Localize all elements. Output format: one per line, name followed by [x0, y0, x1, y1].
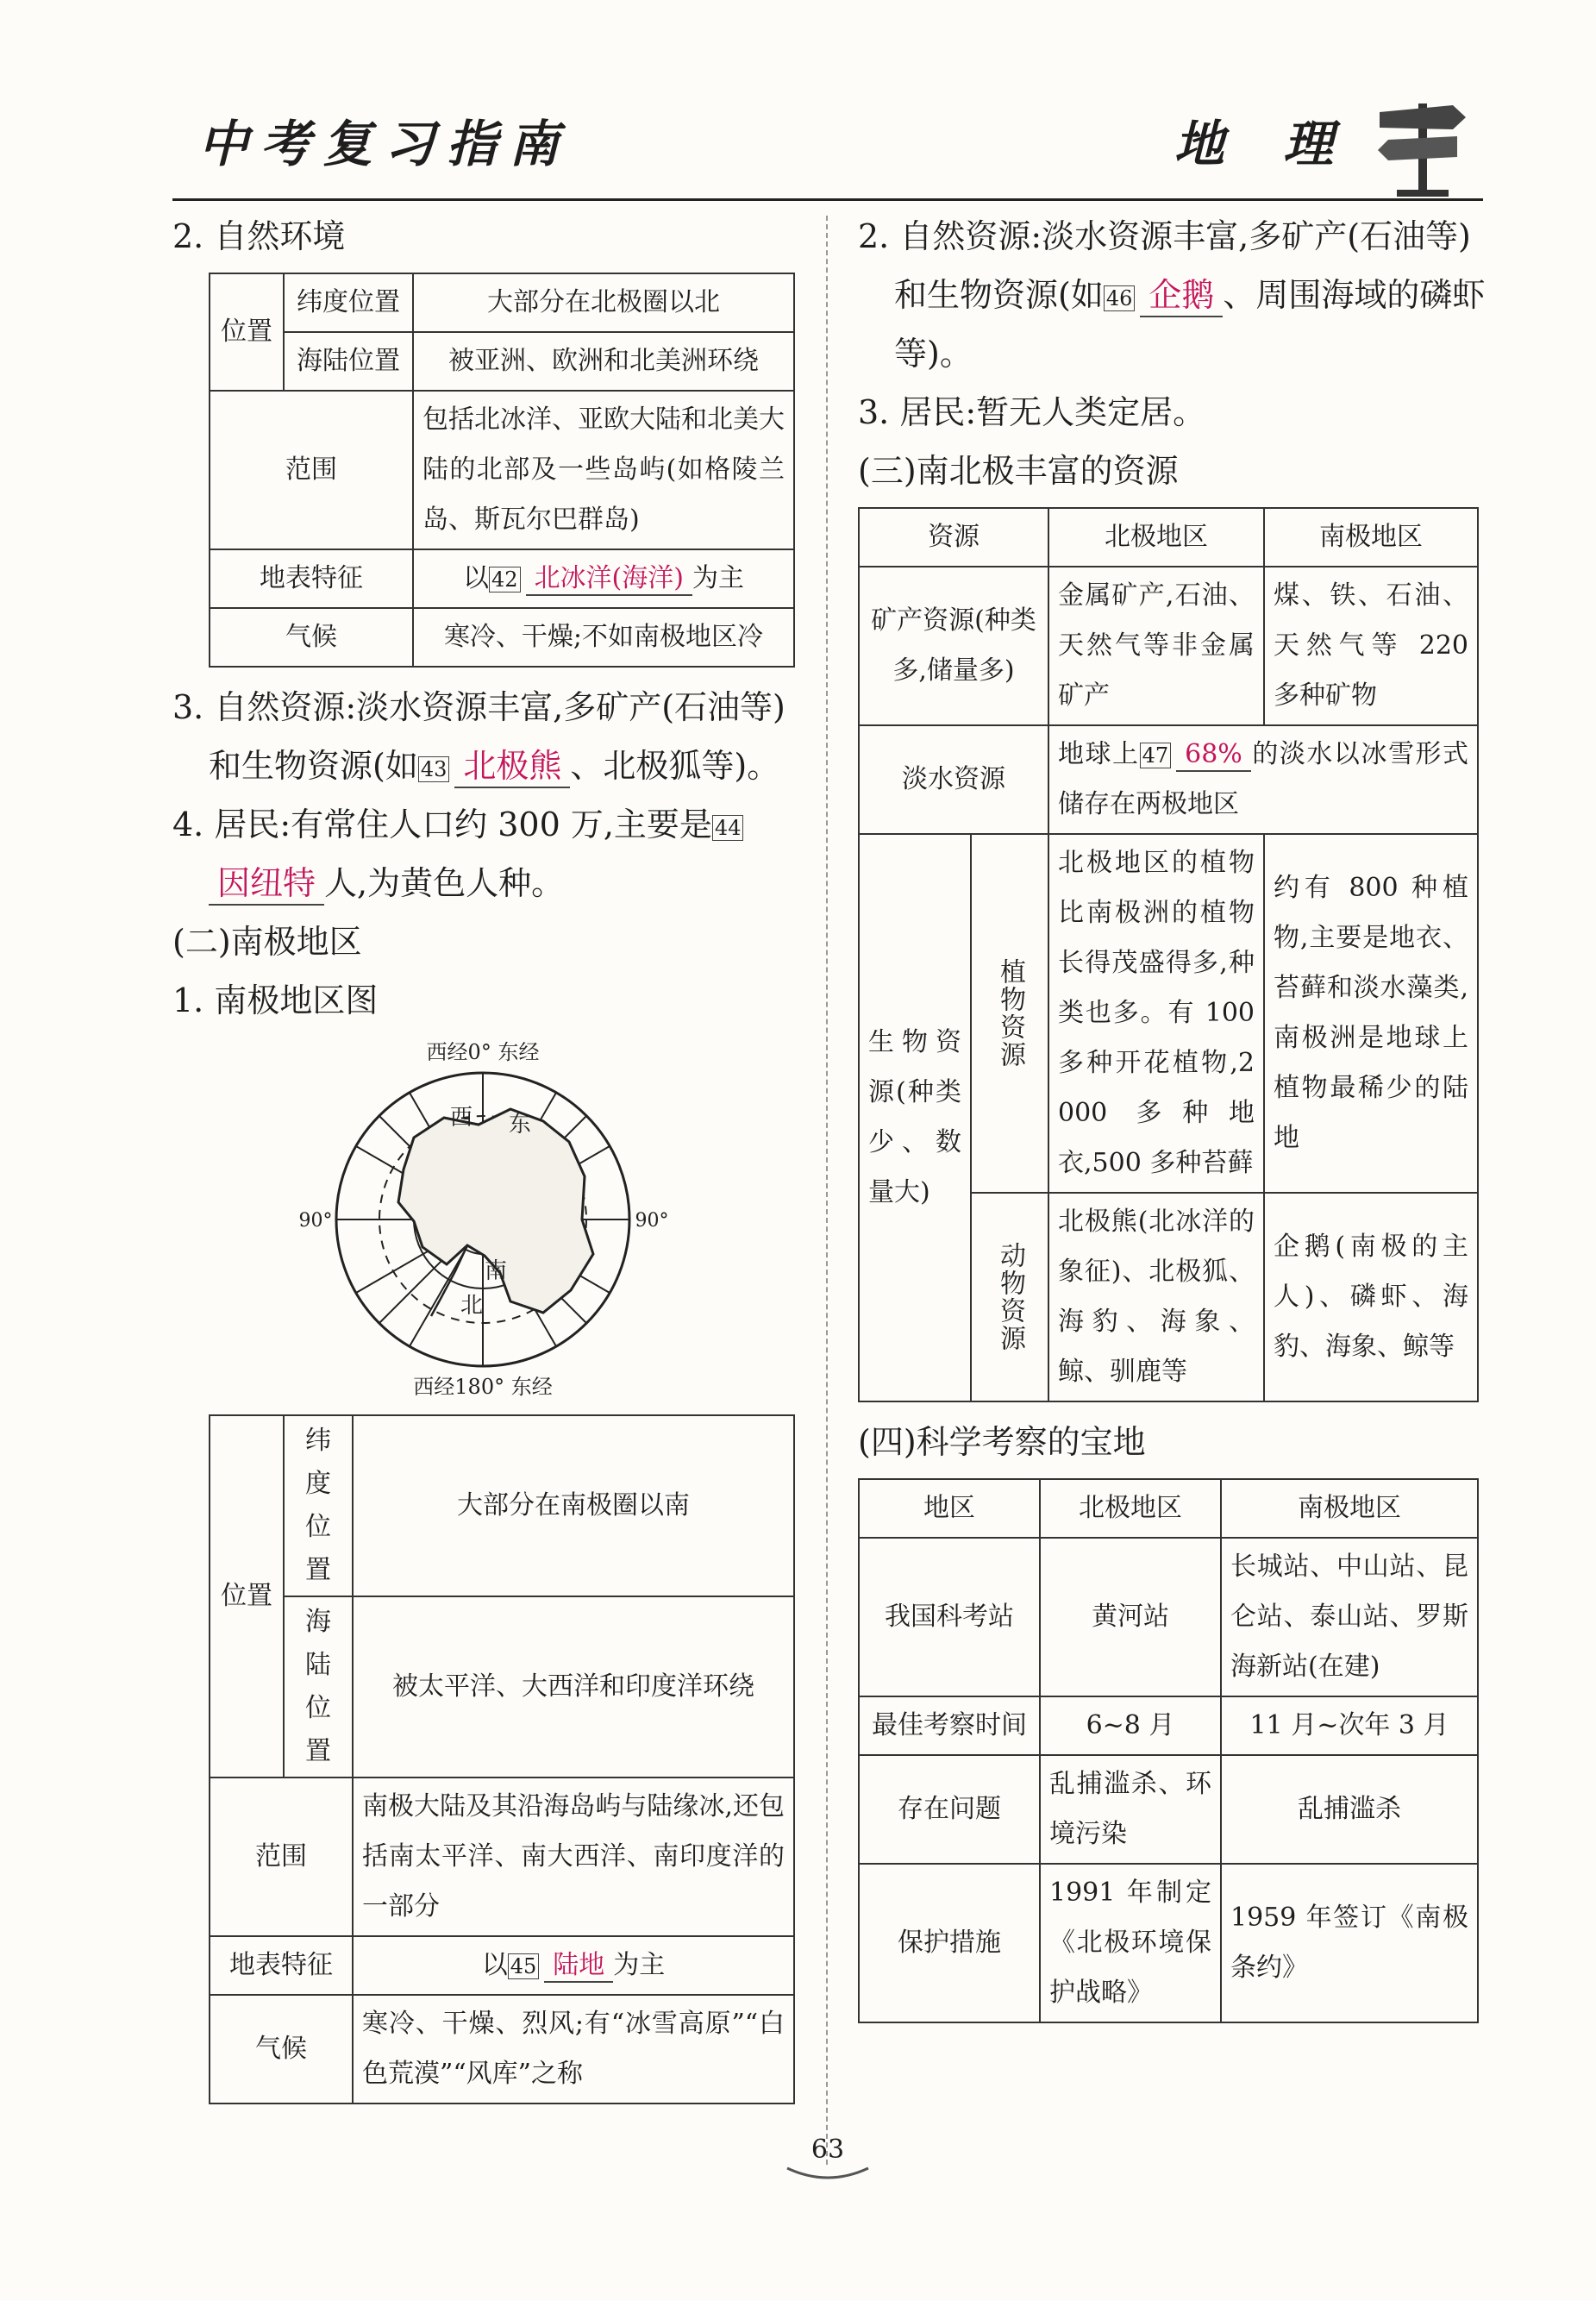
antarctic-map	[172, 1038, 793, 1404]
antarctic-heading: (二)南极地区	[172, 923, 362, 961]
antarctic-surface-label: 地表特征	[210, 1936, 353, 1995]
arctic-scope-label: 范围	[210, 391, 413, 549]
arctic-lat-value: 大部分在北极圈以北	[413, 273, 794, 332]
arctic-climate-value: 寒冷、干燥;不如南极地区冷	[413, 608, 794, 667]
mineral-arctic: 金属矿产,石油、天然气等非金属矿产	[1048, 567, 1264, 725]
plant-antarctic: 约有 800 种植物,主要是地衣、苔藓和淡水藻类,南极洲是地球上植物最稀少的陆地	[1264, 834, 1478, 1193]
answer-number-44: 44	[712, 815, 744, 841]
answer-45: 陆地	[544, 1950, 613, 1983]
arctic-scope-value: 包括北冰洋、亚欧大陆和北美大陆的北部及一些岛屿(如格陵兰岛、斯瓦尔巴群岛)	[413, 391, 794, 549]
plant-arctic: 北极地区的植物比南极洲的植物长得茂盛得多,种类也多。有 100 多种开花植物,2 000 多种地衣,500 多种苔藓	[1048, 834, 1264, 1193]
antarctic-map-figure	[285, 1038, 681, 1401]
page-number-swoosh-icon	[780, 2165, 875, 2182]
antarctic-sea-value: 被太平洋、大西洋和印度洋环绕	[353, 1596, 794, 1777]
protect-antarctic: 1959 年签订《南极条约》	[1221, 1864, 1478, 2022]
arctic-surface-pre: 以	[463, 563, 490, 593]
antarctic-lat-value: 大部分在南极圈以南	[353, 1415, 794, 1596]
res4-post: 人,为黄色人种。	[324, 864, 565, 902]
protect-arctic: 1991 年制定《北极环境保护战略》	[1040, 1864, 1221, 2022]
res2-pre: 2. 自然资源:淡水资源丰富,多矿产(石油等)和生物资源(如	[858, 217, 1471, 314]
antarctic-surface-value	[353, 1936, 794, 1995]
antarctic-env-table	[209, 1414, 795, 2104]
antarctic-resources-para	[858, 207, 1487, 383]
bio-label: 生物资源(种类少、数量大)	[859, 834, 971, 1401]
water-value	[1048, 725, 1478, 834]
antarctic-climate-label: 气候	[210, 1995, 353, 2104]
time-label: 最佳考察时间	[859, 1696, 1040, 1755]
science-header-region: 地区	[859, 1479, 1040, 1538]
subject-title: 地 理	[1174, 115, 1354, 173]
page-number-text: 63	[811, 2135, 845, 2165]
antarctic-map-heading: 1. 南极地区图	[172, 981, 379, 1019]
antarctic-surface-post: 为主	[613, 1950, 666, 1980]
arctic-resources-para	[172, 678, 793, 795]
arctic-sea-label: 海陆位置	[284, 332, 413, 391]
arctic-env-table	[209, 273, 795, 668]
column-divider	[826, 216, 828, 2165]
answer-number-45: 45	[508, 1953, 540, 1979]
animal-label: 动物资源	[971, 1193, 1048, 1401]
map-west-label: 西	[450, 1105, 473, 1131]
resources-header-arctic: 北极地区	[1048, 508, 1264, 567]
science-table	[858, 1478, 1479, 2023]
answer-number-43: 43	[418, 756, 450, 782]
problem-label: 存在问题	[859, 1755, 1040, 1864]
right-column	[858, 207, 1487, 2023]
answer-46: 企鹅	[1140, 276, 1223, 317]
antarctic-residents-para: 3. 居民:暂无人类定居。	[858, 393, 1206, 431]
answer-43: 北极熊	[454, 747, 570, 788]
res3-post: 、北极狐等)。	[570, 747, 780, 785]
arctic-climate-label: 气候	[210, 608, 413, 667]
water-pre: 地球上	[1058, 739, 1140, 769]
arctic-surface-value	[413, 549, 794, 608]
arctic-residents-para	[172, 795, 793, 912]
science-header-arctic: 北极地区	[1040, 1479, 1221, 1538]
arctic-pos-label: 位置	[210, 273, 284, 391]
antarctic-sea-label: 海陆位置	[284, 1596, 353, 1777]
arctic-sea-value: 被亚洲、欧洲和北美洲环绕	[413, 332, 794, 391]
answer-number-46: 46	[1104, 285, 1136, 311]
arctic-env-heading: 2. 自然环境	[172, 217, 346, 255]
res3-pre: 3. 自然资源:淡水资源丰富,多矿产(石油等)和生物资源(如	[172, 688, 785, 785]
resources-header-res: 资源	[859, 508, 1048, 567]
signpost-icon	[1371, 86, 1474, 198]
book-title: 中考复习指南	[198, 115, 572, 173]
antarctic-surface-pre: 以	[481, 1950, 508, 1980]
page-number	[780, 2135, 875, 2186]
answer-42: 北冰洋(海洋)	[526, 563, 692, 596]
resources-heading: (三)南北极丰富的资源	[858, 452, 1179, 490]
left-column	[172, 207, 793, 2104]
res4-pre: 4. 居民:有常住人口约 300 万,主要是	[172, 806, 712, 843]
arctic-lat-label: 纬度位置	[284, 273, 413, 332]
problem-arctic: 乱捕滥杀、环境污染	[1040, 1755, 1221, 1864]
station-antarctic: 长城站、中山站、昆仑站、泰山站、罗斯海新站(在建)	[1221, 1538, 1478, 1696]
arctic-surface-post: 为主	[692, 563, 744, 593]
mineral-antarctic: 煤、铁、石油、天然气等 220 多种矿物	[1264, 567, 1478, 725]
water-label: 淡水资源	[859, 725, 1048, 834]
page-header	[172, 86, 1483, 201]
map-north-label: 北	[460, 1293, 484, 1319]
map-east-label: 东	[509, 1112, 532, 1138]
antarctic-scope-value: 南极大陆及其沿海岛屿与陆缘冰,还包括南太平洋、南大西洋、南印度洋的一部分	[353, 1777, 794, 1936]
science-header-antarctic: 南极地区	[1221, 1479, 1478, 1538]
antarctic-lat-label: 纬度位置	[284, 1415, 353, 1596]
problem-antarctic: 乱捕滥杀	[1221, 1755, 1478, 1864]
animal-antarctic: 企鹅(南极的主人)、磷虾、海豹、海象、鲸等	[1264, 1193, 1478, 1401]
plant-label: 植物资源	[971, 834, 1048, 1193]
resources-header-antarctic: 南极地区	[1264, 508, 1478, 567]
water-post: 的淡水以冰雪形式储存在两极地区	[1058, 739, 1469, 819]
science-heading: (四)科学考察的宝地	[858, 1423, 1146, 1461]
answer-number-47: 47	[1140, 743, 1172, 768]
station-arctic: 黄河站	[1040, 1538, 1221, 1696]
res2-post: 、周围海域的磷虾等)。	[894, 276, 1486, 373]
animal-arctic: 北极熊(北冰洋的象征)、北极狐、海豹、海象、鲸、驯鹿等	[1048, 1193, 1264, 1401]
answer-number-42: 42	[489, 567, 521, 592]
resources-table	[858, 507, 1479, 1402]
answer-47: 68%	[1176, 739, 1251, 772]
antarctic-pos-label: 位置	[210, 1415, 284, 1777]
map-left-label: 90°	[298, 1210, 333, 1232]
time-antarctic: 11 月~次年 3 月	[1221, 1696, 1478, 1755]
time-arctic: 6~8 月	[1040, 1696, 1221, 1755]
answer-44: 因纽特	[209, 864, 324, 906]
antarctic-climate-value: 寒冷、干燥、烈风;有“冰雪高原”“白色荒漠”“风库”之称	[353, 1995, 794, 2104]
station-label: 我国科考站	[859, 1538, 1040, 1696]
map-bottom-label: 西经180° 东经	[413, 1375, 553, 1399]
protect-label: 保护措施	[859, 1864, 1040, 2022]
arctic-surface-label: 地表特征	[210, 549, 413, 608]
map-right-label: 90°	[635, 1210, 669, 1232]
map-top-label: 西经0° 东经	[426, 1040, 540, 1064]
mineral-label: 矿产资源(种类多,储量多)	[859, 567, 1048, 725]
antarctic-scope-label: 范围	[210, 1777, 353, 1936]
map-south-label: 南	[485, 1258, 508, 1284]
